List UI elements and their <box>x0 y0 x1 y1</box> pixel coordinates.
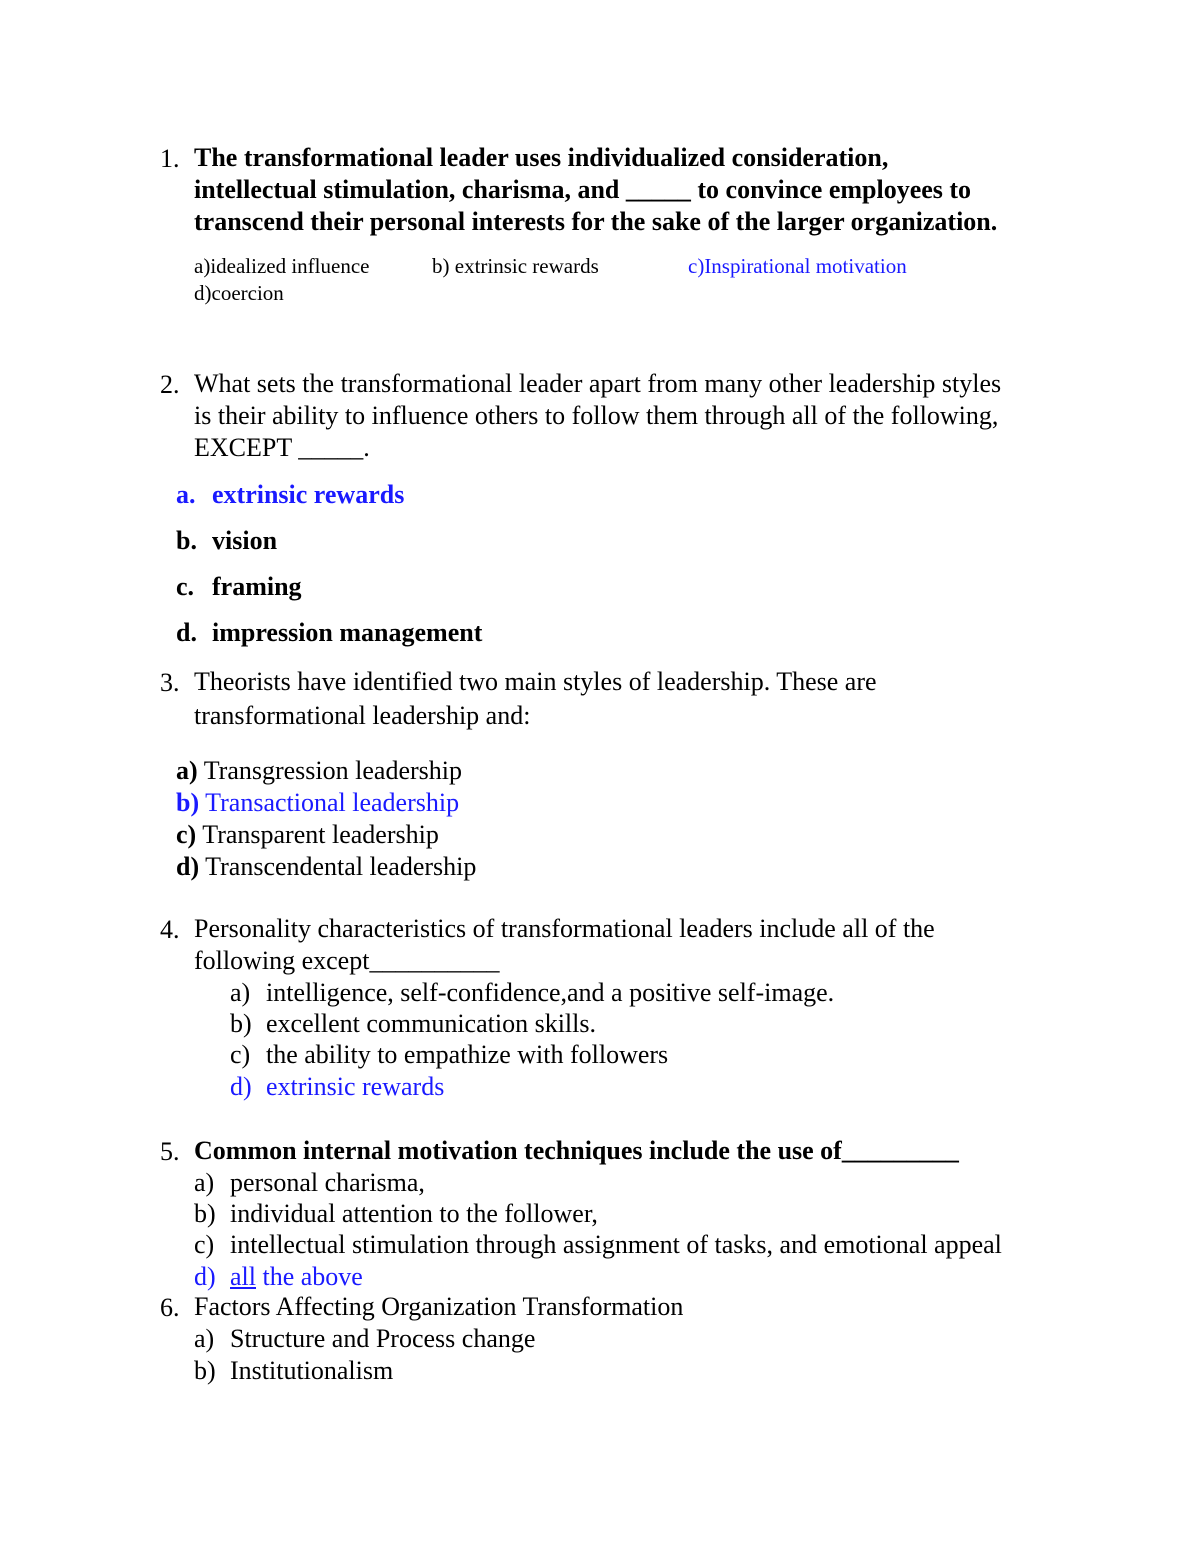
option-c: framing <box>212 572 302 601</box>
option-b: individual attention to the follower, <box>230 1199 598 1228</box>
option-a-letter: a) <box>194 1324 215 1353</box>
option-d-answer: extrinsic rewards <box>266 1072 445 1101</box>
option-c-letter: c. <box>176 572 195 601</box>
question-text-line: Factors Affecting Organization Transformation <box>194 1292 684 1321</box>
option-letter: d) <box>176 852 200 881</box>
option-c-answer: c)Inspirational motivation <box>688 254 907 278</box>
question-number: 6. <box>160 1293 180 1322</box>
option-text: Transparent leadership <box>196 820 439 849</box>
question-number: 5. <box>160 1137 180 1166</box>
option-b-letter: b) <box>194 1356 216 1385</box>
option-b-letter: b) <box>194 1199 216 1228</box>
question-number: 4. <box>160 915 180 944</box>
option-b: Institutionalism <box>230 1356 394 1385</box>
question-text-line: intellectual stimulation, charisma, and _____ to convince employees to <box>194 175 972 204</box>
question-text-line: transformational leadership and: <box>194 701 531 730</box>
question-number: 3. <box>160 668 180 697</box>
option-b: b) extrinsic rewards <box>432 254 599 278</box>
option-c: intellectual stimulation through assignment of tasks, and emotional appeal <box>230 1230 1002 1259</box>
question-text-line: What sets the transformational leader apart from many other leadership styles <box>194 369 1002 398</box>
option-b-letter: b. <box>176 526 197 555</box>
option-a: a)idealized influence <box>194 254 370 278</box>
option-a <box>176 755 462 787</box>
option-b: excellent communication skills. <box>266 1009 596 1038</box>
question-text-line: Personality characteristics of transformational leaders include all of the <box>194 914 935 943</box>
option-c-letter: c) <box>194 1230 215 1259</box>
question-text-line: The transformational leader uses individualized consideration, <box>194 143 889 172</box>
question-number: 1. <box>160 144 180 173</box>
option-d: d)coercion <box>194 281 284 305</box>
option-c: the ability to empathize with followers <box>266 1040 669 1069</box>
option-text: Transgression leadership <box>197 756 462 785</box>
option-a-letter: a) <box>194 1168 215 1197</box>
option-letter: c) <box>176 820 197 849</box>
option-b-letter: b) <box>230 1009 252 1038</box>
question-text-line: transcend their personal interests for the sake of the larger organization. <box>194 207 998 236</box>
question-text-line: Theorists have identified two main styles of leadership. These are <box>194 667 877 696</box>
option-a-letter: a. <box>176 480 196 509</box>
option-letter: a) <box>176 756 198 785</box>
option-a: intelligence, self-confidence,and a positive self-image. <box>266 978 835 1007</box>
option-text: Transcendental leadership <box>199 852 477 881</box>
option-d-answer <box>230 1261 363 1293</box>
option-a-answer: extrinsic rewards <box>212 480 405 509</box>
option-d-letter: d) <box>194 1262 216 1291</box>
option-d: impression management <box>212 618 483 647</box>
question-number: 2. <box>160 370 180 399</box>
option-d <box>176 851 476 883</box>
option-b-answer <box>176 787 459 819</box>
option-letter: b) <box>176 788 200 817</box>
option-c <box>176 819 439 851</box>
option-c-letter: c) <box>230 1040 251 1069</box>
option-d-letter: d. <box>176 618 197 647</box>
option-a: Structure and Process change <box>230 1324 536 1353</box>
option-text: the above <box>256 1262 363 1291</box>
question-text-line: Common internal motivation techniques include the use of_________ <box>194 1136 959 1165</box>
question-text-line: is their ability to influence others to follow them through all of the following, <box>194 401 999 430</box>
question-text-line: following except__________ <box>194 946 500 975</box>
option-text: Transactional leadership <box>199 788 460 817</box>
question-text-line: EXCEPT _____. <box>194 433 370 462</box>
option-b: vision <box>212 526 278 555</box>
option-a-letter: a) <box>230 978 251 1007</box>
option-d-letter: d) <box>230 1072 252 1101</box>
underlined-word: all <box>230 1262 256 1291</box>
option-a: personal charisma, <box>230 1168 425 1197</box>
